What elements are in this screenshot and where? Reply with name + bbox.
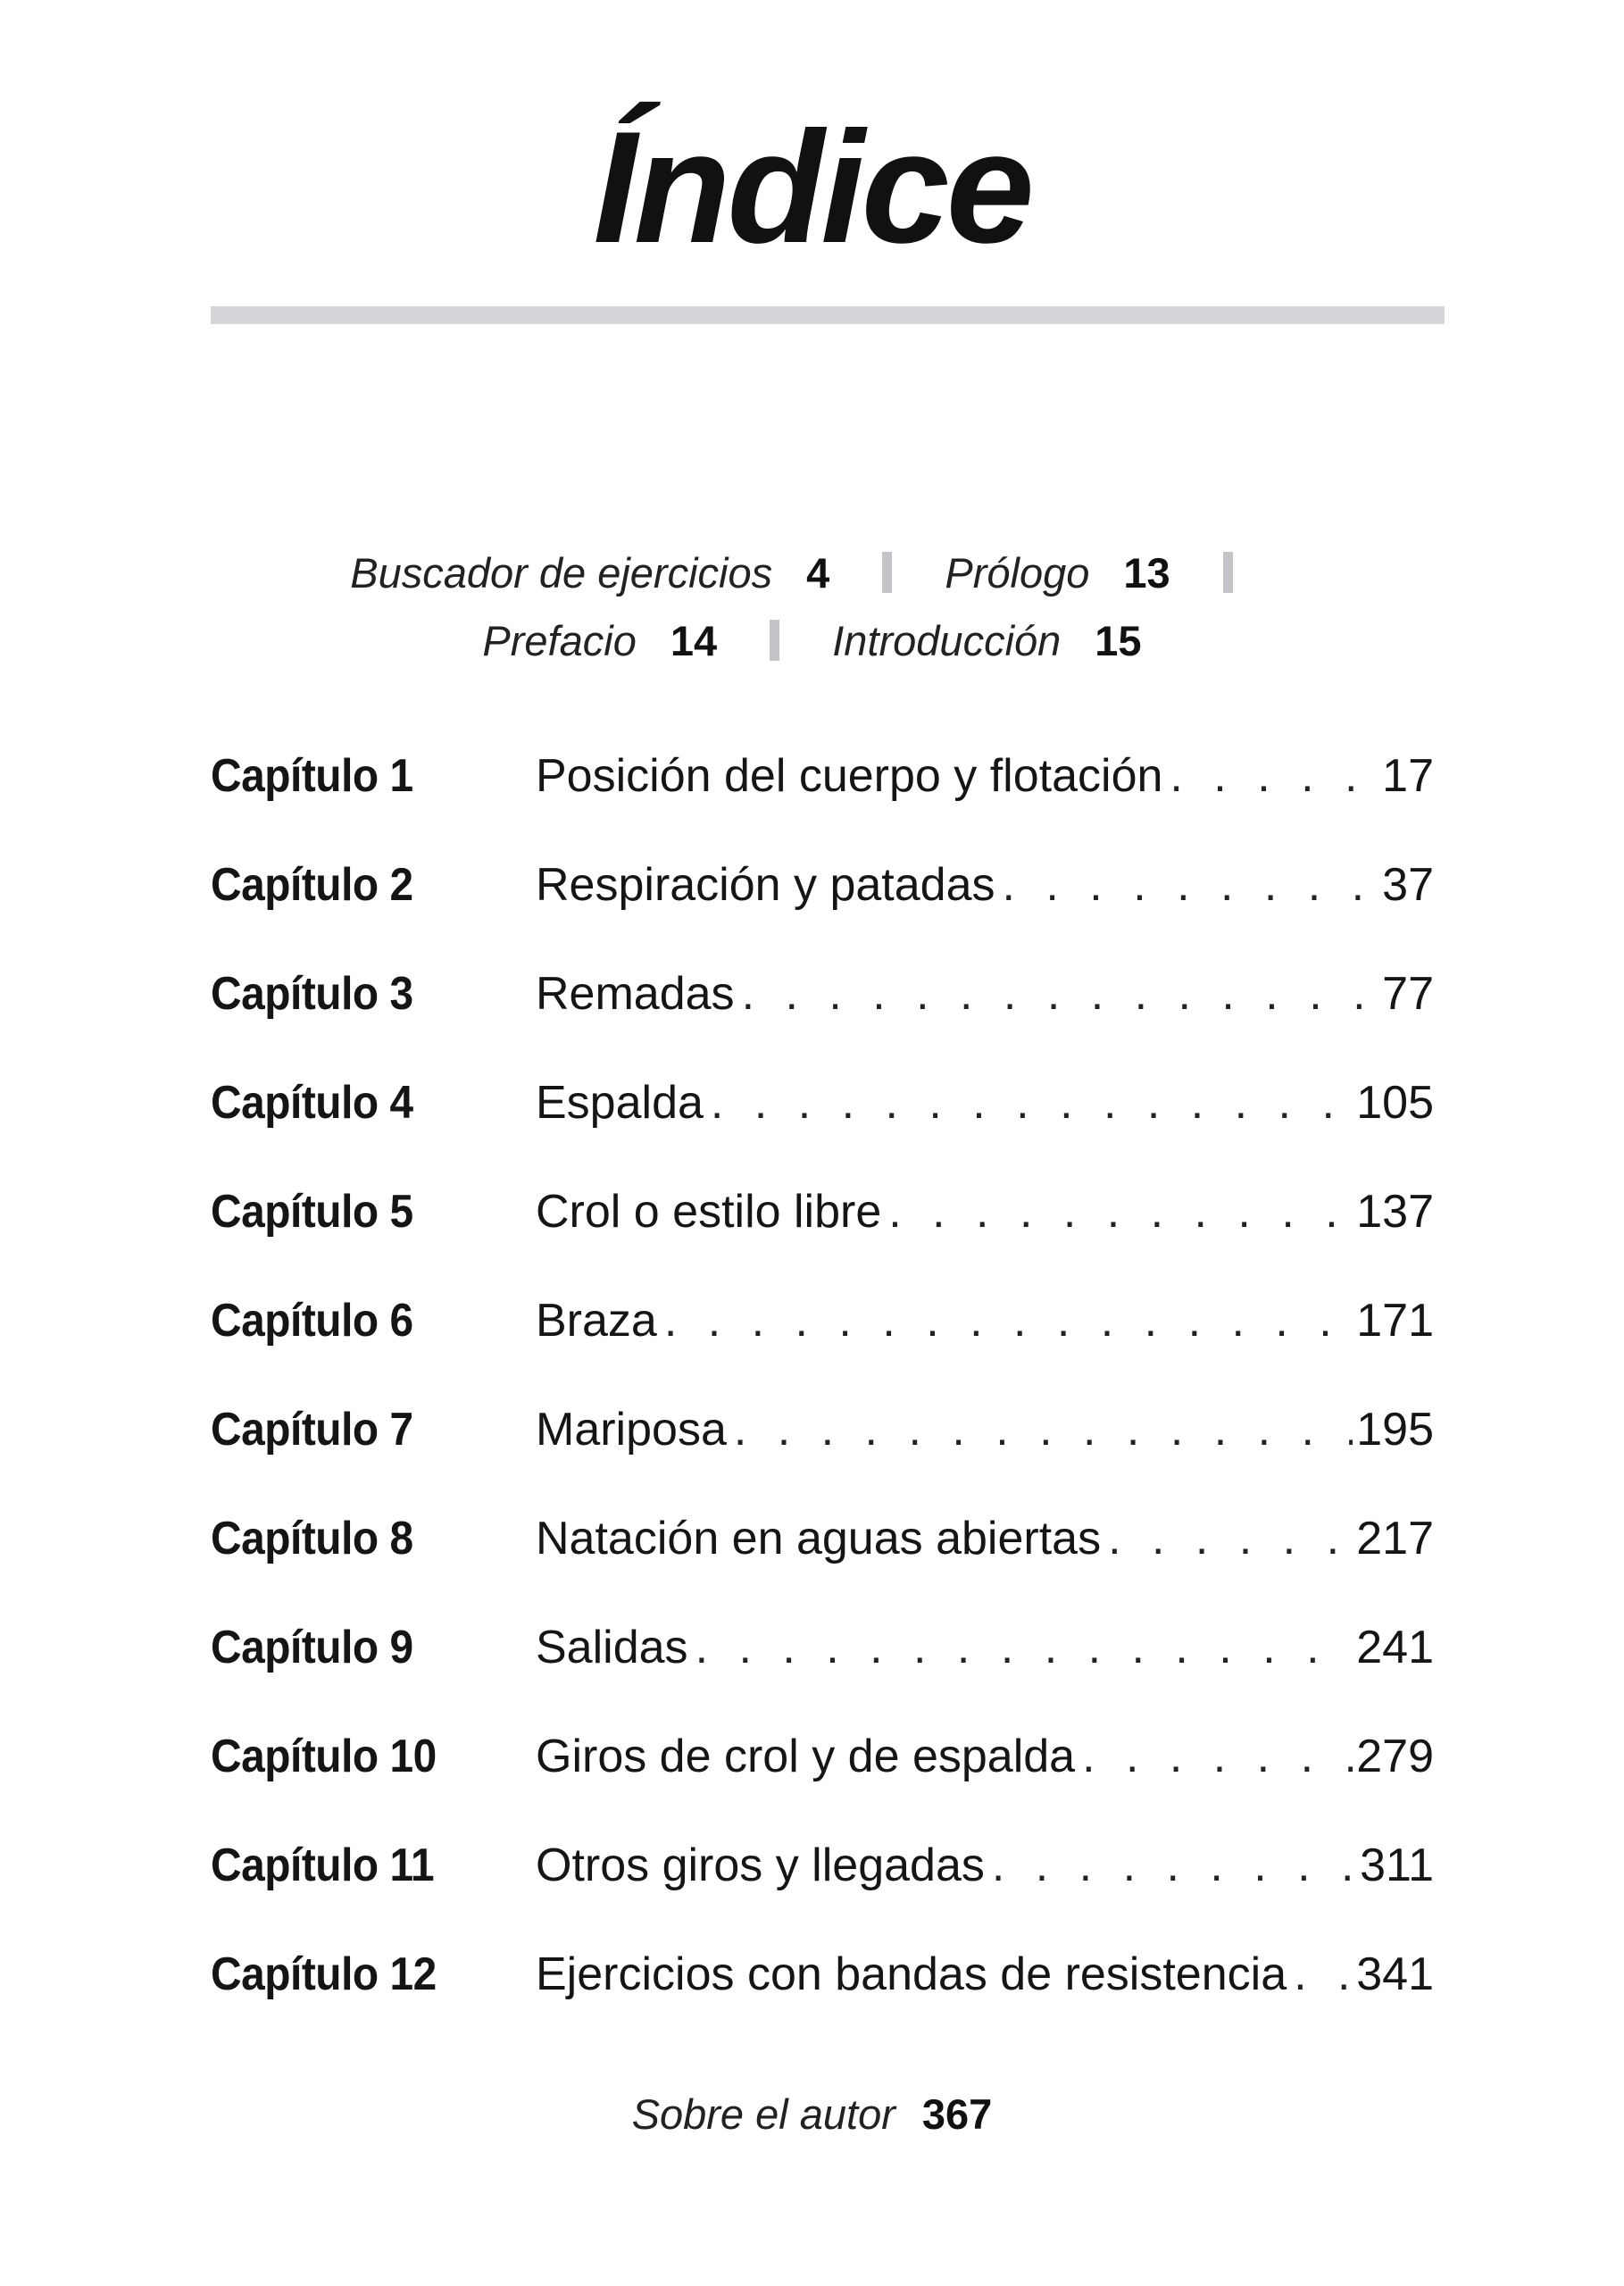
chapter-title: Crol o estilo libre: [536, 1186, 882, 1238]
chapter-page: 105: [1356, 1077, 1434, 1129]
chapter-label: Capítulo 9: [211, 1622, 413, 1673]
dot-leader: [1082, 1730, 1353, 1783]
separator-bar: [1223, 552, 1233, 593]
front-matter-label: Introducción: [832, 617, 1062, 664]
chapter-label: Capítulo 11: [211, 1840, 435, 1891]
dot-leader: [711, 1076, 1353, 1130]
chapter-title: Ejercicios con bandas de resistencia: [536, 1948, 1287, 2000]
chapter-row[interactable]: [211, 1266, 1434, 1375]
front-matter-page: 4: [806, 549, 830, 597]
front-matter-page: 15: [1095, 617, 1142, 664]
chapter-title: Remadas: [536, 968, 735, 1020]
chapter-row[interactable]: [211, 1920, 1434, 2029]
chapter-page: 195: [1356, 1404, 1434, 1456]
chapter-page: 37: [1382, 859, 1434, 911]
chapter-title: Respiración y patadas: [536, 859, 995, 911]
page-title: Índice: [593, 98, 1031, 276]
front-matter-entry[interactable]: [945, 549, 1181, 597]
dot-leader: [888, 1185, 1353, 1239]
chapter-row[interactable]: [211, 1484, 1434, 1593]
dot-leader: [664, 1294, 1353, 1347]
chapter-label: Capítulo 1: [211, 750, 413, 802]
chapter-page: 17: [1382, 750, 1434, 802]
chapter-label: Capítulo 3: [211, 968, 413, 1020]
chapter-title: Natación en aguas abiertas: [536, 1513, 1102, 1564]
separator-bar: [770, 620, 779, 661]
front-matter-line-1: [0, 546, 1624, 600]
front-matter-page: 14: [670, 617, 718, 664]
front-matter-label: Buscador de ejercicios: [350, 549, 773, 597]
chapter-page: 137: [1356, 1186, 1434, 1238]
front-matter-line-2: [0, 614, 1624, 668]
dot-leader: [1170, 749, 1378, 803]
chapter-page: 171: [1356, 1295, 1434, 1347]
chapter-page: 311: [1360, 1840, 1434, 1891]
chapter-title: Posición del cuerpo y flotación: [536, 750, 1163, 802]
chapter-row[interactable]: [211, 939, 1434, 1048]
chapter-label: Capítulo 7: [211, 1404, 413, 1456]
chapter-page: 279: [1356, 1731, 1434, 1782]
dot-leader: [742, 967, 1379, 1021]
chapter-row[interactable]: [211, 1702, 1434, 1811]
chapter-row[interactable]: [211, 1593, 1434, 1702]
front-matter-entry[interactable]: [832, 617, 1141, 664]
chapter-row[interactable]: [211, 1375, 1434, 1484]
chapter-title: Mariposa: [536, 1404, 727, 1456]
chapter-row[interactable]: [211, 722, 1434, 830]
chapter-row[interactable]: [211, 1048, 1434, 1157]
front-matter-page: 13: [1123, 549, 1170, 597]
chapter-label: Capítulo 12: [211, 1948, 437, 2000]
chapter-title: Otros giros y llegadas: [536, 1840, 985, 1891]
dot-leader: [1003, 858, 1379, 912]
chapter-label: Capítulo 5: [211, 1186, 413, 1238]
back-matter-page: 367: [921, 2090, 993, 2138]
chapter-title: Giros de crol y de espalda: [536, 1731, 1076, 1782]
back-matter-entry[interactable]: [0, 2088, 1624, 2141]
chapter-page: 241: [1356, 1622, 1434, 1673]
chapter-list: [211, 722, 1434, 2029]
chapter-page: 77: [1382, 968, 1434, 1020]
front-matter-label: Prefacio: [482, 617, 637, 664]
chapter-page: 217: [1356, 1513, 1434, 1564]
dot-leader: [992, 1839, 1356, 1892]
front-matter-entry[interactable]: [482, 617, 729, 664]
chapter-title: Salidas: [536, 1622, 688, 1673]
chapter-page: 341: [1356, 1948, 1434, 2000]
dot-leader: [695, 1621, 1353, 1674]
chapter-title: Espalda: [536, 1077, 704, 1129]
front-matter-entry[interactable]: [350, 549, 841, 597]
chapter-title: Braza: [536, 1295, 657, 1347]
separator-bar: [882, 552, 892, 593]
dot-leader: [1108, 1512, 1353, 1565]
front-matter-label: Prólogo: [945, 549, 1090, 597]
chapter-label: Capítulo 10: [211, 1731, 437, 1782]
title-rule: [211, 306, 1445, 324]
chapter-row[interactable]: [211, 1157, 1434, 1266]
chapter-label: Capítulo 6: [211, 1295, 413, 1347]
dot-leader: [734, 1403, 1353, 1456]
back-matter-label: Sobre el autor: [631, 2090, 895, 2138]
chapter-label: Capítulo 8: [211, 1513, 413, 1564]
dot-leader: [1294, 1948, 1353, 2001]
chapter-label: Capítulo 4: [211, 1077, 413, 1129]
chapter-row[interactable]: [211, 1811, 1434, 1920]
chapter-row[interactable]: [211, 830, 1434, 939]
chapter-label: Capítulo 2: [211, 859, 413, 911]
